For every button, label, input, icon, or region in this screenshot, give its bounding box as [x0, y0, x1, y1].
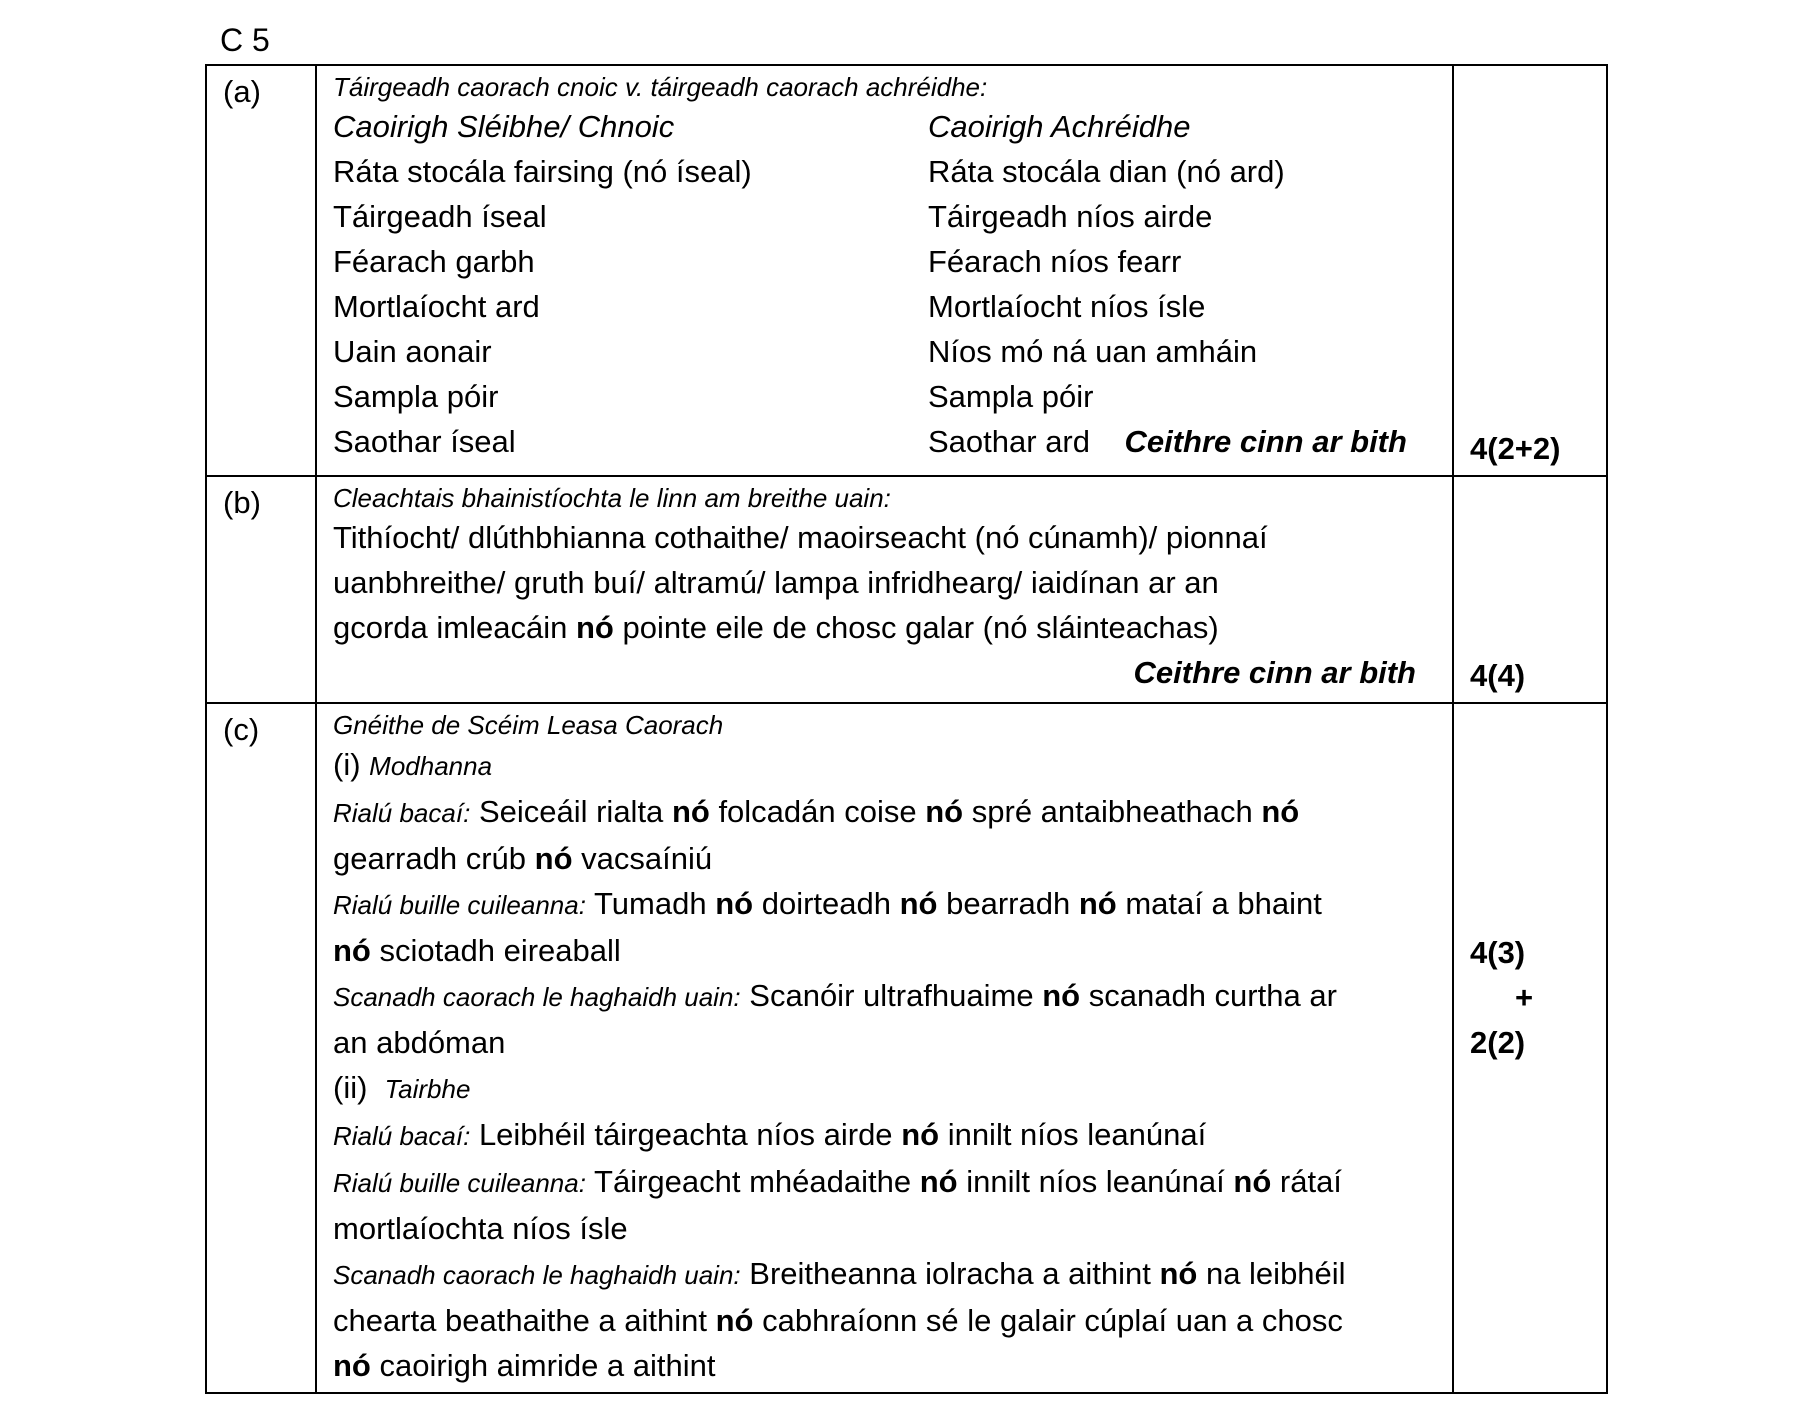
- lowland-item: Níos mó ná uan amháin: [928, 334, 1258, 369]
- answer-line: [333, 1343, 1438, 1388]
- part-label-cell: [206, 65, 316, 476]
- answer-line: uanbhreithe/ gruth buí/ altramú/ lampa infridhearg/ iaidínan ar an: [333, 565, 1219, 600]
- lead-text: Táirgeadh caorach cnoic v. táirgeadh caorach achréidhe:: [333, 72, 988, 102]
- answer-line: [333, 928, 1438, 973]
- row-c: [206, 703, 1607, 1393]
- or-keyword: nó: [1261, 794, 1300, 829]
- topic-label: Rialú buille cuileanna:: [333, 1168, 586, 1198]
- any-four-note: Ceithre cinn ar bith: [1133, 655, 1416, 690]
- part-label: (c): [223, 712, 260, 747]
- lowland-item: Féarach níos fearr: [928, 244, 1182, 279]
- hill-item: Ráta stocála fairsing (nó íseal): [333, 154, 752, 189]
- row-b: [206, 476, 1607, 703]
- answer-line: [333, 605, 1438, 650]
- question-label: C 5: [220, 22, 270, 58]
- or-keyword: nó: [534, 841, 573, 876]
- row-a: [206, 65, 1607, 476]
- answer-text: mataí a bhaint: [1125, 886, 1322, 921]
- hill-item: Féarach garbh: [333, 244, 535, 279]
- subsection-number: (ii): [333, 1070, 368, 1105]
- or-keyword: nó: [1233, 1164, 1272, 1199]
- content-cell: [316, 703, 1453, 1393]
- answer-line: [333, 1112, 1438, 1159]
- subsection-title: Tairbhe: [384, 1074, 471, 1104]
- answer-text: na leibhéil: [1205, 1256, 1346, 1291]
- answer-text: innilt níos leanúnaí: [966, 1164, 1225, 1199]
- part-label-cell: [206, 476, 316, 703]
- marks-cell: [1453, 703, 1607, 1393]
- lowland-item: Táirgeadh níos airde: [928, 199, 1213, 234]
- answer-text: doirteadh: [761, 886, 891, 921]
- answer-line: [333, 1298, 1438, 1343]
- lead-text: Cleachtais bhainistíochta le linn am breithe uain:: [333, 483, 891, 513]
- or-keyword: nó: [919, 1164, 958, 1199]
- answer-line: mortlaíochta níos ísle: [333, 1211, 628, 1246]
- answer-text: gearradh crúb: [333, 841, 527, 876]
- hill-item: Mortlaíocht ard: [333, 289, 540, 324]
- topic-label: Scanadh caorach le haghaidh uain:: [333, 1260, 741, 1290]
- or-keyword: nó: [901, 1117, 940, 1152]
- hill-item: Táirgeadh íseal: [333, 199, 547, 234]
- topic-label: Rialú bacaí:: [333, 1121, 471, 1151]
- or-keyword: nó: [1159, 1256, 1198, 1291]
- answer-text: spré antaibheathach: [971, 794, 1253, 829]
- or-keyword: nó: [925, 794, 964, 829]
- content-cell: [316, 65, 1453, 476]
- marks-value: 4(2+2): [1470, 431, 1561, 466]
- or-keyword: nó: [715, 1303, 754, 1338]
- or-keyword: nó: [899, 886, 938, 921]
- or-keyword: nó: [333, 1348, 371, 1383]
- subsection-heading: [333, 742, 1438, 789]
- lead-text: Gnéithe de Scéim Leasa Caorach: [333, 710, 724, 740]
- part-label: (b): [223, 485, 261, 520]
- marks-cell: [1453, 476, 1607, 703]
- marks-value: 4(3): [1470, 935, 1526, 970]
- or-keyword: nó: [715, 886, 754, 921]
- marks-value: 2(2): [1470, 1025, 1526, 1060]
- lowland-item-text: Saothar ard: [928, 424, 1090, 459]
- or-keyword: nó: [575, 610, 614, 645]
- content-cell: [316, 476, 1453, 703]
- topic-label: Scanadh caorach le haghaidh uain:: [333, 982, 741, 1012]
- answer-text: pointe eile de chosc galar (nó sláinteachas): [622, 610, 1219, 645]
- answer-text: gcorda imleacáin: [333, 610, 568, 645]
- answer-line: [333, 1159, 1438, 1206]
- answer-text: rátaí: [1279, 1164, 1342, 1199]
- comparison-grid: [333, 104, 1438, 464]
- lowland-item: Ráta stocála dian (nó ard): [928, 154, 1285, 189]
- answer-line: [333, 973, 1438, 1020]
- column-heading-hill: Caoirigh Sléibhe/ Chnoic: [333, 109, 675, 144]
- or-keyword: nó: [671, 794, 710, 829]
- subsection-title: Modhanna: [369, 751, 493, 781]
- marks-plus: +: [1514, 980, 1534, 1015]
- answer-text: caoirigh aimride a aithint: [379, 1348, 716, 1383]
- or-keyword: nó: [1042, 978, 1081, 1013]
- subsection-heading: [333, 1065, 1438, 1112]
- any-four-note-line: [333, 650, 1438, 695]
- answer-text: vacsaíniú: [581, 841, 713, 876]
- answer-line: [333, 789, 1438, 836]
- topic-label: Rialú buille cuileanna:: [333, 890, 586, 920]
- answer-line: Tithíocht/ dlúthbhianna cothaithe/ maoirseacht (nó cúnamh)/ pionnaí: [333, 520, 1268, 555]
- answer-text: Seiceáil rialta: [478, 794, 664, 829]
- subsection-number: (i): [333, 747, 361, 782]
- hill-item: Uain aonair: [333, 334, 492, 369]
- lowland-item: Mortlaíocht níos ísle: [928, 289, 1206, 324]
- topic-label: Rialú bacaí:: [333, 798, 471, 828]
- lowland-item: Sampla póir: [928, 379, 1094, 414]
- part-label: (a): [223, 74, 261, 109]
- answer-line: [333, 836, 1438, 881]
- hill-item: Saothar íseal: [333, 424, 516, 459]
- part-label-cell: [206, 703, 316, 1393]
- answer-line: an abdóman: [333, 1025, 506, 1060]
- marking-scheme-table: [205, 64, 1608, 1394]
- or-keyword: nó: [333, 933, 371, 968]
- or-keyword: nó: [1078, 886, 1117, 921]
- column-heading-lowland: Caoirigh Achréidhe: [928, 109, 1191, 144]
- answer-text: cabhraíonn sé le galair cúplaí uan a chosc: [762, 1303, 1343, 1338]
- answer-text: folcadán coise: [718, 794, 917, 829]
- answer-line: [333, 881, 1438, 928]
- answer-text: Tumadh: [594, 886, 707, 921]
- answer-text: sciotadh eireaball: [379, 933, 621, 968]
- answer-line: [333, 1251, 1438, 1298]
- lowland-item: [928, 419, 1438, 464]
- marks-value: 4(4): [1470, 658, 1526, 693]
- answer-text: Leibhéil táirgeachta níos airde: [478, 1117, 893, 1152]
- hill-item: Sampla póir: [333, 379, 499, 414]
- answer-text: chearta beathaithe a aithint: [333, 1303, 707, 1338]
- answer-text: innilt níos leanúnaí: [947, 1117, 1207, 1152]
- answer-text: Scanóir ultrafhuaime: [749, 978, 1034, 1013]
- answer-text: scanadh curtha ar: [1088, 978, 1337, 1013]
- any-four-note: Ceithre cinn ar bith: [1124, 424, 1407, 459]
- answer-text: Breitheanna iolracha a aithint: [749, 1256, 1151, 1291]
- marks-cell: [1453, 65, 1607, 476]
- answer-text: Táirgeacht mhéadaithe: [594, 1164, 912, 1199]
- answer-text: bearradh: [946, 886, 1071, 921]
